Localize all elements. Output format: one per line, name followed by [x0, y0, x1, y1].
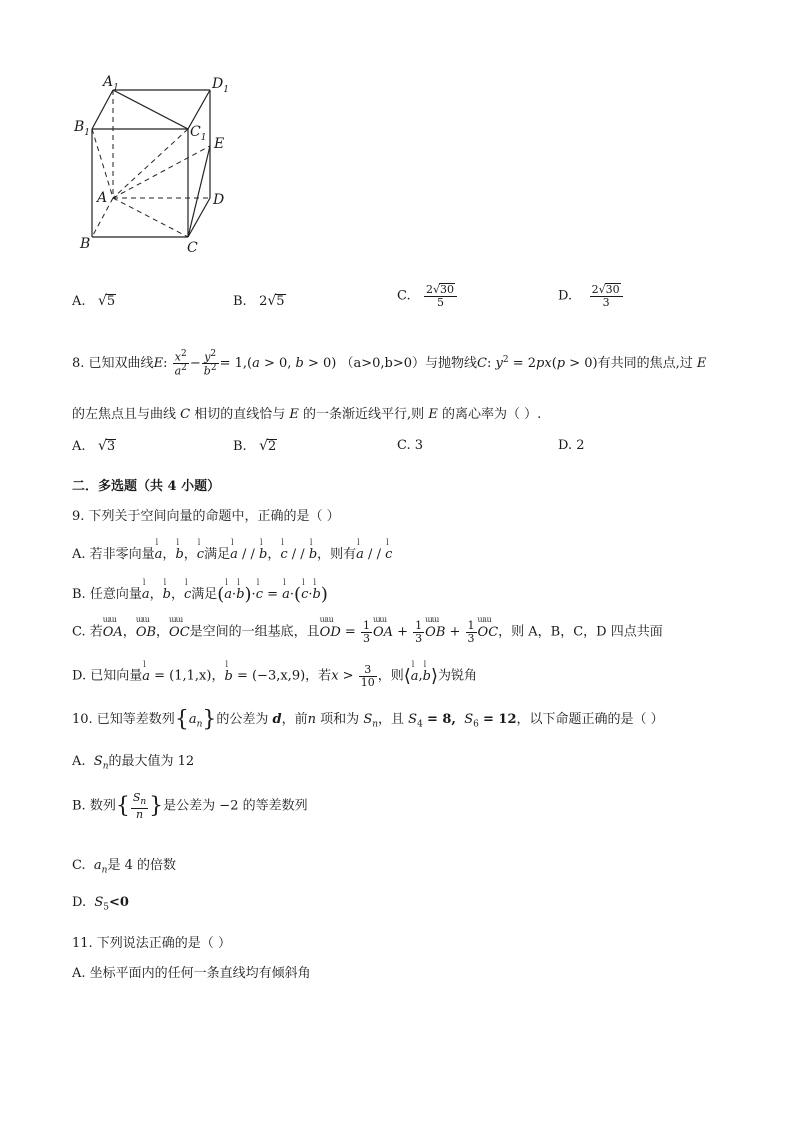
q8-option-c: C. 3 [397, 438, 424, 453]
prism-figure [70, 72, 240, 262]
edge-B1-A [92, 129, 113, 198]
q10-option-d: D. $S_5<0$ [72, 895, 129, 913]
label-C1: $C_1$ [190, 124, 207, 143]
q8-option-d: D. 2 [558, 438, 585, 453]
label-B1: $B_1$ [74, 119, 91, 138]
edge-A-C [113, 198, 188, 237]
edge-A1-B1 [92, 90, 113, 129]
q11-option-a: A. 坐标平面内的任何一条直线均有倾斜角 [72, 966, 311, 981]
q9-option-b: B. 任意向量ⅼ a，ⅼ b，ⅼ c满足(ⅼ a·ⅼ b)·ⅼ c = ⅼ a·(ⅼ c·ⅼ b) [72, 583, 328, 605]
section-title: 二．多选题（共 4 小题） [72, 479, 221, 494]
q7-option-d: D. $\frac{2√30}{3}$ [558, 283, 624, 309]
edge-A1-C1 [113, 90, 188, 129]
q8-line1: 8. 已知双曲线E: $\frac{x^2}{a^2}$ − $\frac{y^2}{b^2}$ = 1,(a > 0, b > 0) （a>0,b>0）与抛物线C: $y^2 = 2px(p > 0)$有共同的焦点,过 E [72, 349, 707, 378]
label-C: C [187, 240, 198, 256]
q8-option-a: A. √3 [72, 438, 116, 454]
q10-option-b: B. 数列{ $\frac{S_n}{n}$ }是公差为 −2 的等差数列 [72, 791, 308, 821]
label-E: E [214, 136, 225, 152]
label-A: A [97, 190, 108, 206]
label-A1: $A_1$ [103, 74, 119, 93]
q9-stem: 9. 下列关于空间向量的命题中，正确的是（ ） [72, 509, 340, 524]
q9-option-d: D. 已知向量ⅼ a = (1,1,x)，ⅼ b = (−3,x,9)，若x > $\frac{3}{10}$ ，则⟨ⅼ a,ⅼ b⟩为锐角 [72, 664, 477, 688]
q9-option-c: C. 若ɯɯ OA，ɯɯ OB，ɯɯ OC是空间的一组基底，且ɯɯ OD = $\frac{1}{3}$ ɯɯ OA + $\frac{1}{3}$ ɯɯ OB + $\frac{1}{3}$ ɯɯ OC，则 A，B，C，D 四点共面 [72, 620, 663, 644]
q7-option-a: A. √5 [72, 293, 116, 309]
label-D: D [213, 192, 225, 208]
q7-option-c: C. $\frac{2√30}{5}$ [397, 283, 458, 309]
q11-stem: 11. 下列说法正确的是（ ） [72, 936, 231, 951]
q10-option-c: C. $a_n$是 4 的倍数 [72, 858, 176, 876]
label-D1: $D_1$ [212, 76, 229, 95]
label-B: B [80, 236, 91, 252]
q10-stem: 10. 已知等差数列$\{a_n\}$的公差为 d，前n 项和为 $S_n$，且 $S_4 = 8$, $S_6 = 12$，以下命题正确的是（ ） [72, 707, 664, 732]
edge-C-E [188, 146, 210, 237]
q8-option-b: B. √2 [233, 438, 277, 454]
q7-option-b: B. 2√5 [233, 293, 285, 309]
q8-line2: 的左焦点且与曲线 C 相切的直线恰与 E 的一条渐近线平行,则 E 的离心率为（ ）. [72, 407, 542, 422]
q10-option-a: A. $S_n$的最大值为 12 [72, 754, 195, 772]
edge-C-D [188, 198, 210, 237]
q9-option-a: A. 若非零向量ⅼ a，ⅼ b，ⅼ c满足ⅼ a / / ⅼ b，ⅼ c / / ⅼ b，则有ⅼ a / / ⅼ c [72, 543, 392, 562]
